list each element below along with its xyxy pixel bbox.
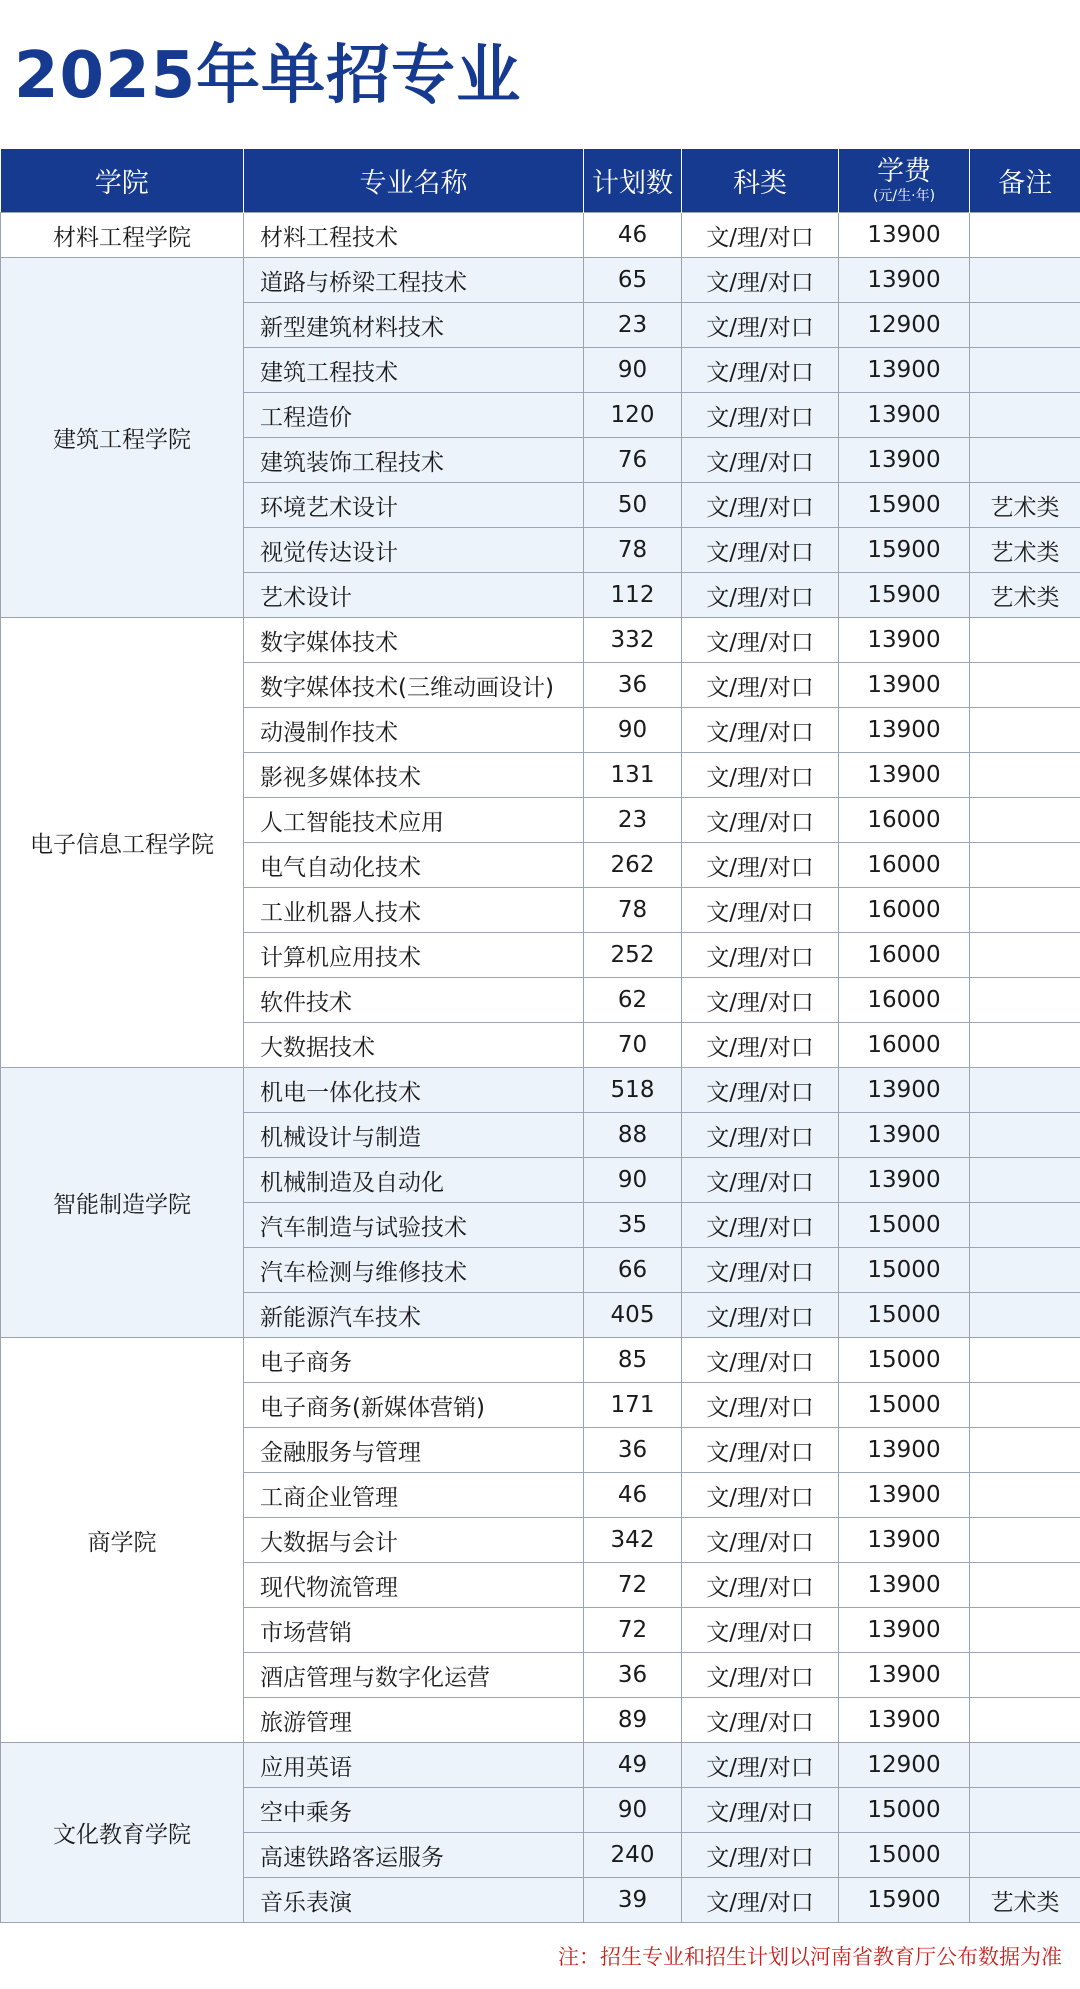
- fee-cell: 13900: [839, 1563, 970, 1608]
- remark-cell: [970, 1833, 1080, 1878]
- category-cell: 文/理/对口: [682, 888, 839, 933]
- major-cell: 电子商务: [244, 1338, 584, 1383]
- plan-count-cell: 36: [584, 1428, 682, 1473]
- fee-cell: 15000: [839, 1383, 970, 1428]
- remark-cell: [970, 618, 1080, 663]
- plan-count-cell: 131: [584, 753, 682, 798]
- fee-cell: 15900: [839, 573, 970, 618]
- fee-cell: 15900: [839, 483, 970, 528]
- remark-cell: [970, 798, 1080, 843]
- major-cell: 应用英语: [244, 1743, 584, 1788]
- category-cell: 文/理/对口: [682, 1833, 839, 1878]
- plan-count-cell: 39: [584, 1878, 682, 1923]
- category-cell: 文/理/对口: [682, 438, 839, 483]
- category-cell: 文/理/对口: [682, 933, 839, 978]
- plan-count-cell: 332: [584, 618, 682, 663]
- plan-count-cell: 88: [584, 1113, 682, 1158]
- remark-cell: [970, 933, 1080, 978]
- plan-count-cell: 36: [584, 663, 682, 708]
- table-row: [1, 213, 1080, 258]
- plan-count-cell: 72: [584, 1563, 682, 1608]
- fee-cell: 12900: [839, 303, 970, 348]
- remark-cell: [970, 1428, 1080, 1473]
- category-cell: 文/理/对口: [682, 258, 839, 303]
- fee-cell: 13900: [839, 618, 970, 663]
- category-cell: 文/理/对口: [682, 303, 839, 348]
- major-cell: 现代物流管理: [244, 1563, 584, 1608]
- remark-cell: [970, 1158, 1080, 1203]
- major-cell: 市场营销: [244, 1608, 584, 1653]
- fee-cell: 13900: [839, 1428, 970, 1473]
- college-cell: 材料工程学院: [1, 213, 244, 258]
- fee-cell: 13900: [839, 708, 970, 753]
- major-cell: 人工智能技术应用: [244, 798, 584, 843]
- category-cell: 文/理/对口: [682, 1743, 839, 1788]
- major-cell: 软件技术: [244, 978, 584, 1023]
- plan-count-cell: 49: [584, 1743, 682, 1788]
- major-cell: 工业机器人技术: [244, 888, 584, 933]
- remark-cell: [970, 1608, 1080, 1653]
- category-cell: 文/理/对口: [682, 1158, 839, 1203]
- fee-cell: 13900: [839, 213, 970, 258]
- major-cell: 材料工程技术: [244, 213, 584, 258]
- remark-cell: [970, 348, 1080, 393]
- major-cell: 工程造价: [244, 393, 584, 438]
- major-cell: 建筑装饰工程技术: [244, 438, 584, 483]
- major-cell: 汽车检测与维修技术: [244, 1248, 584, 1293]
- plan-count-cell: 90: [584, 1158, 682, 1203]
- major-cell: 环境艺术设计: [244, 483, 584, 528]
- plan-count-cell: 90: [584, 348, 682, 393]
- major-cell: 电子商务(新媒体营销): [244, 1383, 584, 1428]
- category-cell: 文/理/对口: [682, 1068, 839, 1113]
- major-cell: 视觉传达设计: [244, 528, 584, 573]
- major-cell: 金融服务与管理: [244, 1428, 584, 1473]
- plan-count-cell: 518: [584, 1068, 682, 1113]
- remark-cell: [970, 978, 1080, 1023]
- fee-cell: 13900: [839, 393, 970, 438]
- table-body: [1, 213, 1080, 1923]
- plan-count-cell: 35: [584, 1203, 682, 1248]
- plan-count-cell: 240: [584, 1833, 682, 1878]
- table-header-row: [1, 149, 1080, 213]
- fee-cell: 13900: [839, 1698, 970, 1743]
- remark-cell: [970, 1113, 1080, 1158]
- remark-cell: [970, 1698, 1080, 1743]
- remark-cell: [970, 1248, 1080, 1293]
- table-row: [1, 618, 1080, 663]
- plan-count-cell: 36: [584, 1653, 682, 1698]
- major-cell: 高速铁路客运服务: [244, 1833, 584, 1878]
- plan-count-cell: 62: [584, 978, 682, 1023]
- remark-cell: [970, 1338, 1080, 1383]
- major-cell: 数字媒体技术: [244, 618, 584, 663]
- remark-cell: [970, 1788, 1080, 1833]
- fee-cell: 16000: [839, 798, 970, 843]
- category-cell: 文/理/对口: [682, 348, 839, 393]
- page-title: 2025年单招专业: [14, 39, 522, 113]
- category-cell: 文/理/对口: [682, 1788, 839, 1833]
- category-cell: 文/理/对口: [682, 1428, 839, 1473]
- remark-cell: [970, 393, 1080, 438]
- fee-cell: 16000: [839, 978, 970, 1023]
- fee-cell: 12900: [839, 1743, 970, 1788]
- plan-count-cell: 65: [584, 258, 682, 303]
- fee-cell: 15000: [839, 1293, 970, 1338]
- plan-count-cell: 112: [584, 573, 682, 618]
- remark-cell: [970, 213, 1080, 258]
- major-cell: 艺术设计: [244, 573, 584, 618]
- category-cell: 文/理/对口: [682, 1473, 839, 1518]
- category-cell: 文/理/对口: [682, 978, 839, 1023]
- fee-cell: 16000: [839, 888, 970, 933]
- major-cell: 空中乘务: [244, 1788, 584, 1833]
- fee-cell: 13900: [839, 753, 970, 798]
- fee-cell: 13900: [839, 1653, 970, 1698]
- plan-count-cell: 78: [584, 528, 682, 573]
- fee-cell: 13900: [839, 1608, 970, 1653]
- header-plan: 计划数: [584, 149, 682, 213]
- category-cell: 文/理/对口: [682, 393, 839, 438]
- fee-cell: 13900: [839, 663, 970, 708]
- major-cell: 大数据与会计: [244, 1518, 584, 1563]
- fee-cell: 13900: [839, 1518, 970, 1563]
- major-cell: 新型建筑材料技术: [244, 303, 584, 348]
- fee-cell: 13900: [839, 438, 970, 483]
- remark-cell: [970, 1023, 1080, 1068]
- header-major: 专业名称: [244, 149, 584, 213]
- plan-count-cell: 90: [584, 708, 682, 753]
- category-cell: 文/理/对口: [682, 1653, 839, 1698]
- admission-plan-table: [0, 149, 1080, 1923]
- college-cell: 建筑工程学院: [1, 258, 244, 618]
- category-cell: 文/理/对口: [682, 528, 839, 573]
- remark-cell: 艺术类: [970, 573, 1080, 618]
- category-cell: 文/理/对口: [682, 1608, 839, 1653]
- remark-cell: [970, 663, 1080, 708]
- category-cell: 文/理/对口: [682, 1518, 839, 1563]
- college-cell: 商学院: [1, 1338, 244, 1743]
- remark-cell: [970, 1473, 1080, 1518]
- remark-cell: [970, 303, 1080, 348]
- fee-cell: 13900: [839, 1113, 970, 1158]
- category-cell: 文/理/对口: [682, 708, 839, 753]
- category-cell: 文/理/对口: [682, 573, 839, 618]
- fee-cell: 13900: [839, 348, 970, 393]
- fee-cell: 13900: [839, 1158, 970, 1203]
- major-cell: 新能源汽车技术: [244, 1293, 584, 1338]
- header-fee-unit: (元/生·年): [872, 187, 936, 204]
- major-cell: 动漫制作技术: [244, 708, 584, 753]
- college-cell: 智能制造学院: [1, 1068, 244, 1338]
- header-college: 学院: [1, 149, 244, 213]
- category-cell: 文/理/对口: [682, 1113, 839, 1158]
- plan-count-cell: 66: [584, 1248, 682, 1293]
- major-cell: 机电一体化技术: [244, 1068, 584, 1113]
- fee-cell: 15900: [839, 528, 970, 573]
- remark-cell: [970, 1203, 1080, 1248]
- category-cell: 文/理/对口: [682, 1023, 839, 1068]
- plan-count-cell: 252: [584, 933, 682, 978]
- major-cell: 音乐表演: [244, 1878, 584, 1923]
- plan-count-cell: 46: [584, 213, 682, 258]
- header-fee: [839, 149, 970, 213]
- plan-count-cell: 76: [584, 438, 682, 483]
- fee-cell: 13900: [839, 258, 970, 303]
- category-cell: 文/理/对口: [682, 483, 839, 528]
- category-cell: 文/理/对口: [682, 1383, 839, 1428]
- major-cell: 数字媒体技术(三维动画设计): [244, 663, 584, 708]
- table-row: [1, 1743, 1080, 1788]
- remark-cell: 艺术类: [970, 528, 1080, 573]
- major-cell: 影视多媒体技术: [244, 753, 584, 798]
- major-cell: 道路与桥梁工程技术: [244, 258, 584, 303]
- fee-cell: 13900: [839, 1473, 970, 1518]
- remark-cell: 艺术类: [970, 483, 1080, 528]
- plan-count-cell: 23: [584, 798, 682, 843]
- major-cell: 计算机应用技术: [244, 933, 584, 978]
- fee-cell: 15000: [839, 1833, 970, 1878]
- remark-cell: [970, 1653, 1080, 1698]
- fee-cell: 16000: [839, 1023, 970, 1068]
- fee-cell: 15000: [839, 1203, 970, 1248]
- category-cell: 文/理/对口: [682, 213, 839, 258]
- plan-count-cell: 72: [584, 1608, 682, 1653]
- college-cell: 文化教育学院: [1, 1743, 244, 1923]
- category-cell: 文/理/对口: [682, 798, 839, 843]
- plan-count-cell: 90: [584, 1788, 682, 1833]
- fee-cell: 15000: [839, 1248, 970, 1293]
- category-cell: 文/理/对口: [682, 1878, 839, 1923]
- plan-count-cell: 70: [584, 1023, 682, 1068]
- plan-count-cell: 50: [584, 483, 682, 528]
- plan-count-cell: 342: [584, 1518, 682, 1563]
- major-cell: 机械制造及自动化: [244, 1158, 584, 1203]
- remark-cell: [970, 1518, 1080, 1563]
- category-cell: 文/理/对口: [682, 618, 839, 663]
- remark-cell: [970, 888, 1080, 933]
- category-cell: 文/理/对口: [682, 1248, 839, 1293]
- category-cell: 文/理/对口: [682, 843, 839, 888]
- category-cell: 文/理/对口: [682, 753, 839, 798]
- footnote: 注：招生专业和招生计划以河南省教育厅公布数据为准: [558, 1945, 1062, 1969]
- plan-count-cell: 405: [584, 1293, 682, 1338]
- major-cell: 建筑工程技术: [244, 348, 584, 393]
- category-cell: 文/理/对口: [682, 1293, 839, 1338]
- remark-cell: [970, 708, 1080, 753]
- major-cell: 电气自动化技术: [244, 843, 584, 888]
- fee-cell: 15000: [839, 1338, 970, 1383]
- remark-cell: [970, 1563, 1080, 1608]
- plan-count-cell: 85: [584, 1338, 682, 1383]
- fee-cell: 16000: [839, 843, 970, 888]
- plan-count-cell: 171: [584, 1383, 682, 1428]
- plan-count-cell: 78: [584, 888, 682, 933]
- plan-count-cell: 262: [584, 843, 682, 888]
- major-cell: 酒店管理与数字化运营: [244, 1653, 584, 1698]
- remark-cell: [970, 258, 1080, 303]
- header-category: 科类: [682, 149, 839, 213]
- college-cell: 电子信息工程学院: [1, 618, 244, 1068]
- category-cell: 文/理/对口: [682, 1563, 839, 1608]
- remark-cell: [970, 1068, 1080, 1113]
- table-row: [1, 1338, 1080, 1383]
- major-cell: 旅游管理: [244, 1698, 584, 1743]
- remark-cell: [970, 753, 1080, 798]
- category-cell: 文/理/对口: [682, 1338, 839, 1383]
- fee-cell: 15900: [839, 1878, 970, 1923]
- category-cell: 文/理/对口: [682, 1203, 839, 1248]
- remark-cell: [970, 438, 1080, 483]
- major-cell: 机械设计与制造: [244, 1113, 584, 1158]
- category-cell: 文/理/对口: [682, 663, 839, 708]
- remark-cell: 艺术类: [970, 1878, 1080, 1923]
- major-cell: 汽车制造与试验技术: [244, 1203, 584, 1248]
- major-cell: 大数据技术: [244, 1023, 584, 1068]
- plan-count-cell: 89: [584, 1698, 682, 1743]
- remark-cell: [970, 1743, 1080, 1788]
- header-remark: 备注: [970, 149, 1080, 213]
- plan-count-cell: 23: [584, 303, 682, 348]
- remark-cell: [970, 1383, 1080, 1428]
- fee-cell: 16000: [839, 933, 970, 978]
- major-cell: 工商企业管理: [244, 1473, 584, 1518]
- plan-count-cell: 46: [584, 1473, 682, 1518]
- table-row: [1, 1068, 1080, 1113]
- fee-cell: 15000: [839, 1788, 970, 1833]
- remark-cell: [970, 1293, 1080, 1338]
- category-cell: 文/理/对口: [682, 1698, 839, 1743]
- remark-cell: [970, 843, 1080, 888]
- table-row: [1, 258, 1080, 303]
- plan-count-cell: 120: [584, 393, 682, 438]
- header-fee-label: 学费: [877, 155, 931, 187]
- fee-cell: 13900: [839, 1068, 970, 1113]
